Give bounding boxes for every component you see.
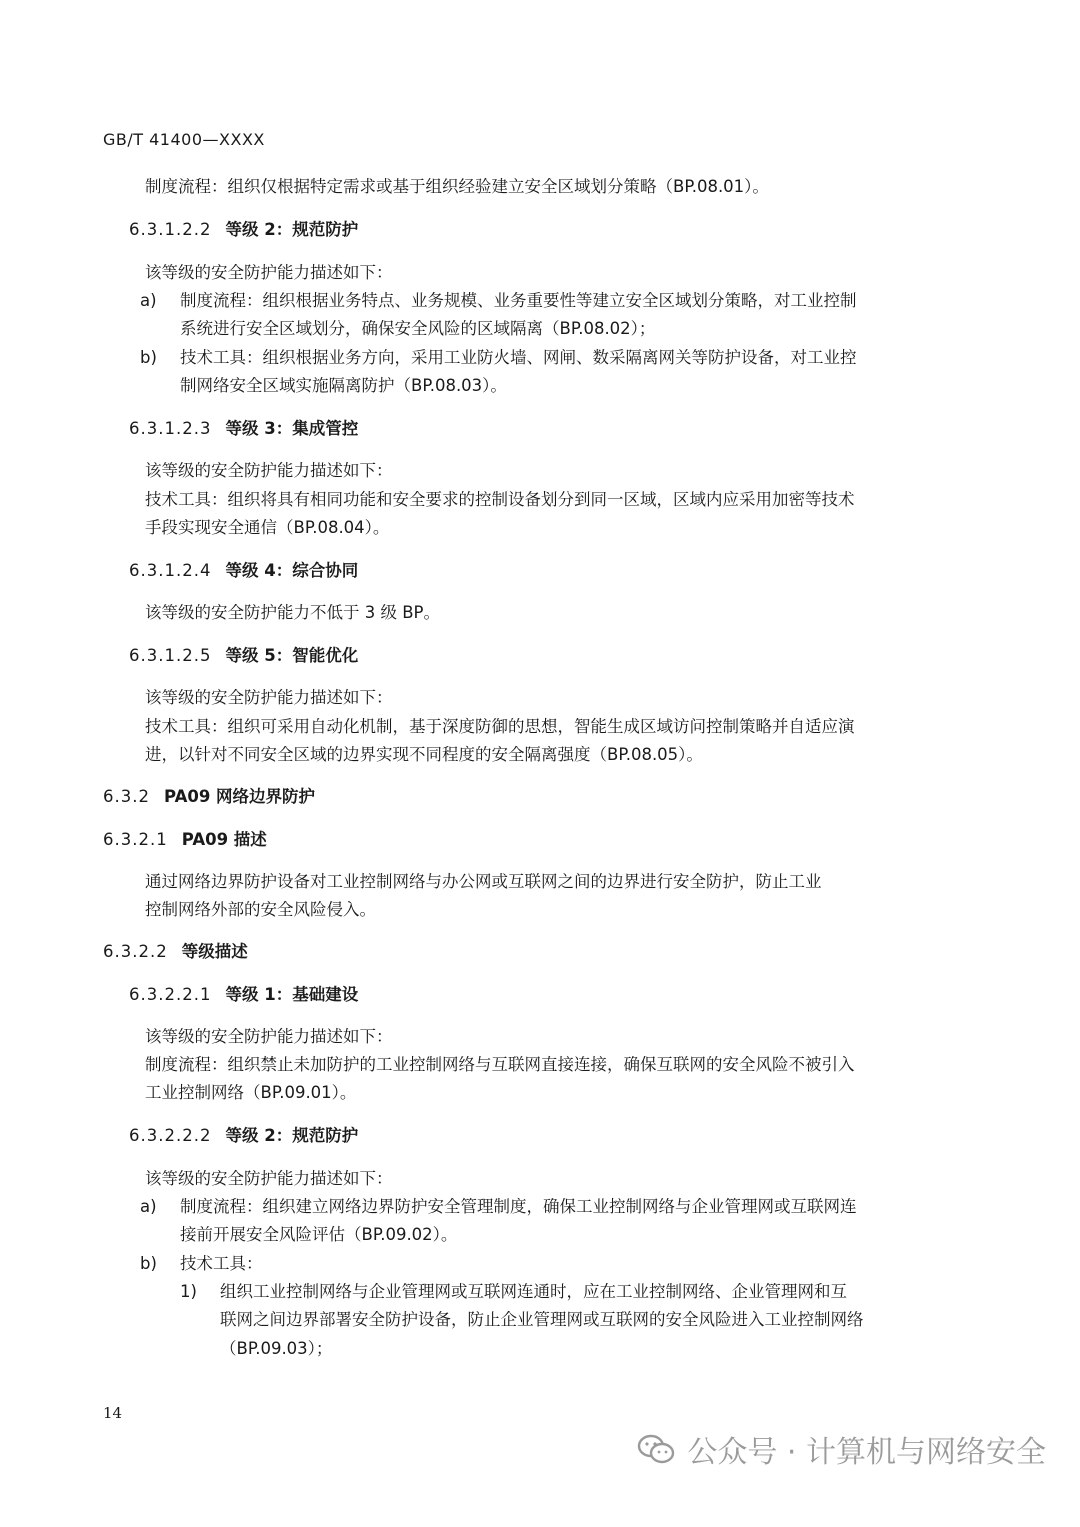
section-number: 6.3.2.1 [103, 830, 168, 849]
section-number: 6.3.2.2 [103, 942, 168, 961]
text-line: 技术工具：组织根据业务方向，采用工业防火墙、网闸、数采隔离网关等防护设备，对工业控 [180, 348, 857, 367]
section-title: 等级 4：综合协同 [225, 561, 359, 580]
text-line: 该等级的安全防护能力描述如下： [145, 461, 393, 480]
text-line: b) [140, 1254, 157, 1273]
section-heading [129, 645, 358, 667]
text-line: 联网之间边界部署安全防护设备，防止企业管理网或互联网的安全风险进入工业控制网络 [220, 1310, 864, 1329]
document-header: GB/T 41400—XXXX [103, 130, 265, 149]
text-line: 该等级的安全防护能力描述如下： [145, 688, 393, 707]
section-number: 6.3.1.2.2 [129, 220, 212, 239]
text-line: （BP.09.03）； [220, 1339, 333, 1358]
text-line: 接前开展安全风险评估（BP.09.02）。 [180, 1225, 458, 1244]
text-line: 通过网络边界防护设备对工业控制网络与办公网或互联网之间的边界进行安全防护，防止工业 [145, 872, 822, 891]
section-title: PA09 描述 [181, 830, 267, 849]
text-line: 工业控制网络（BP.09.01）。 [145, 1083, 357, 1102]
text-line: 手段实现安全通信（BP.08.04）。 [145, 518, 390, 537]
text-line: 该等级的安全防护能力描述如下： [145, 1027, 393, 1046]
page-number: 14 [103, 1404, 123, 1422]
text-line: 组织工业控制网络与企业管理网或互联网连通时，应在工业控制网络、企业管理网和互 [220, 1282, 847, 1301]
section-heading [129, 984, 358, 1006]
section-number: 6.3.1.2.5 [129, 646, 212, 665]
section-title: PA09 网络边界防护 [163, 787, 316, 806]
section-heading [103, 786, 315, 808]
section-title: 等级 2：规范防护 [225, 1126, 359, 1145]
text-line: 制度流程：组织建立网络边界防护安全管理制度，确保工业控制网络与企业管理网或互联网连 [180, 1197, 857, 1216]
section-heading [103, 829, 267, 851]
text-line: 该等级的安全防护能力描述如下： [145, 263, 393, 282]
text-line: 制度流程：组织禁止未加防护的工业控制网络与互联网直接连接，确保互联网的安全风险不被引入 [145, 1055, 855, 1074]
text-line: 1) [180, 1282, 197, 1301]
text-line: 制度流程：组织根据业务特点、业务规模、业务重要性等建立安全区域划分策略，对工业控制 [180, 291, 857, 310]
section-title: 等级 3：集成管控 [225, 419, 359, 438]
section-number: 6.3.1.2.4 [129, 561, 212, 580]
text-line: 技术工具： [180, 1254, 263, 1273]
section-title: 等级 1：基础建设 [225, 985, 359, 1004]
text-line: 技术工具：组织可采用自动化机制，基于深度防御的思想，智能生成区域访问控制策略并自适应演 [145, 717, 855, 736]
section-heading [129, 219, 358, 241]
section-number: 6.3.2 [103, 787, 150, 806]
section-number: 6.3.2.2.1 [129, 985, 212, 1004]
wechat-icon [637, 1434, 675, 1464]
section-number: 6.3.1.2.3 [129, 419, 212, 438]
text-line: a) [140, 291, 157, 310]
text-line: 该等级的安全防护能力描述如下： [145, 1169, 393, 1188]
text-line: 该等级的安全防护能力不低于 3 级 BP。 [145, 603, 441, 622]
text-line: a) [140, 1197, 157, 1216]
watermark-text: 公众号 · 计算机与网络安全 [687, 1435, 1046, 1470]
section-title: 等级 5：智能优化 [225, 646, 359, 665]
section-heading [129, 418, 358, 440]
section-heading [129, 560, 358, 582]
text-line: 进，以针对不同安全区域的边界实现不同程度的安全隔离强度（BP.08.05）。 [145, 745, 703, 764]
text-line: 控制网络外部的安全风险侵入。 [145, 900, 376, 919]
section-title: 等级描述 [181, 942, 248, 961]
section-number: 6.3.2.2.2 [129, 1126, 212, 1145]
text-line: b) [140, 348, 157, 367]
text-line: 制度流程：组织仅根据特定需求或基于组织经验建立安全区域划分策略（BP.08.01）。 [145, 177, 769, 196]
text-line: 技术工具：组织将具有相同功能和安全要求的控制设备划分到同一区域，区域内应采用加密等技术 [145, 490, 855, 509]
watermark [637, 1427, 1046, 1471]
section-heading [129, 1125, 358, 1147]
section-heading [103, 941, 248, 963]
section-title: 等级 2：规范防护 [225, 220, 359, 239]
text-line: 制网络安全区域实施隔离防护（BP.08.03）。 [180, 376, 507, 395]
text-line: 系统进行安全区域划分，确保安全风险的区域隔离（BP.08.02）； [180, 319, 656, 338]
